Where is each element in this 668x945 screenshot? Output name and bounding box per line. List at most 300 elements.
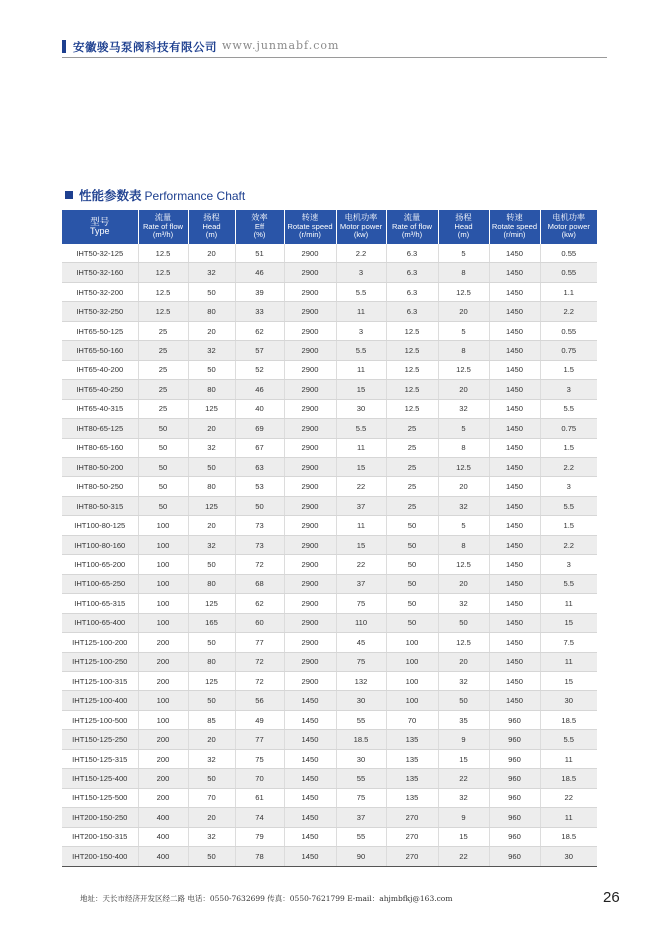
value-cell: 1450 xyxy=(489,633,540,652)
value-cell: 15 xyxy=(336,535,386,554)
value-cell: 2900 xyxy=(284,399,336,418)
value-cell: 50 xyxy=(138,477,188,496)
table-row xyxy=(62,419,597,438)
value-cell: 135 xyxy=(386,788,438,807)
value-cell: 1450 xyxy=(489,282,540,301)
value-cell: 100 xyxy=(138,535,188,554)
value-cell: 960 xyxy=(489,730,540,749)
value-cell: 2.2 xyxy=(540,302,597,321)
value-cell: 67 xyxy=(235,438,284,457)
value-cell: 68 xyxy=(235,574,284,593)
value-cell: 1450 xyxy=(489,380,540,399)
value-cell: 70 xyxy=(386,710,438,729)
column-header-unit: (r/min) xyxy=(299,230,321,240)
value-cell: 125 xyxy=(188,399,235,418)
column-header-zh: 扬程 xyxy=(455,213,472,223)
column-header xyxy=(235,210,284,244)
model-cell: IHT100-65-200 xyxy=(62,555,138,574)
table-row xyxy=(62,769,597,788)
value-cell: 2900 xyxy=(284,477,336,496)
value-cell: 32 xyxy=(188,341,235,360)
column-header-en: Rotate speed xyxy=(491,221,538,231)
value-cell: 5.5 xyxy=(540,399,597,418)
table-row xyxy=(62,438,597,457)
value-cell: 5 xyxy=(438,516,489,535)
value-cell: 45 xyxy=(336,633,386,652)
table-row xyxy=(62,457,597,476)
value-cell: 50 xyxy=(386,613,438,632)
model-cell: IHT50-32-160 xyxy=(62,263,138,282)
table-row xyxy=(62,827,597,846)
value-cell: 200 xyxy=(138,671,188,690)
value-cell: 125 xyxy=(188,671,235,690)
value-cell: 25 xyxy=(138,321,188,340)
value-cell: 77 xyxy=(235,633,284,652)
value-cell: 12.5 xyxy=(386,380,438,399)
value-cell: 2900 xyxy=(284,263,336,282)
value-cell: 49 xyxy=(235,710,284,729)
table-row xyxy=(62,516,597,535)
model-cell: IHT150-125-500 xyxy=(62,788,138,807)
column-header-zh: 转速 xyxy=(301,213,319,223)
value-cell: 200 xyxy=(138,652,188,671)
table-row xyxy=(62,788,597,807)
value-cell: 15 xyxy=(438,827,489,846)
value-cell: 100 xyxy=(138,516,188,535)
model-cell: IHT200-150-400 xyxy=(62,847,138,866)
value-cell: 1450 xyxy=(489,496,540,515)
value-cell: 135 xyxy=(386,730,438,749)
table-row xyxy=(62,555,597,574)
value-cell: 2900 xyxy=(284,652,336,671)
value-cell: 1450 xyxy=(489,691,540,710)
value-cell: 20 xyxy=(188,419,235,438)
table-row xyxy=(62,341,597,360)
value-cell: 1450 xyxy=(284,730,336,749)
table-row xyxy=(62,671,597,690)
value-cell: 61 xyxy=(235,788,284,807)
value-cell: 62 xyxy=(235,594,284,613)
value-cell: 25 xyxy=(386,496,438,515)
value-cell: 50 xyxy=(188,360,235,379)
value-cell: 20 xyxy=(438,302,489,321)
value-cell: 50 xyxy=(438,613,489,632)
value-cell: 2.2 xyxy=(540,457,597,476)
value-cell: 25 xyxy=(386,457,438,476)
value-cell: 3 xyxy=(540,555,597,574)
value-cell: 75 xyxy=(235,749,284,768)
value-cell: 3 xyxy=(336,321,386,340)
value-cell: 11 xyxy=(540,652,597,671)
value-cell: 135 xyxy=(386,749,438,768)
table-row xyxy=(62,730,597,749)
column-header-zh: 扬程 xyxy=(203,213,220,223)
value-cell: 100 xyxy=(386,691,438,710)
value-cell: 200 xyxy=(138,788,188,807)
model-cell: IHT80-50-315 xyxy=(62,496,138,515)
section-title-en: Performance Chaft xyxy=(144,189,246,203)
value-cell: 60 xyxy=(235,613,284,632)
model-cell: IHT200-150-250 xyxy=(62,808,138,827)
value-cell: 50 xyxy=(188,282,235,301)
value-cell: 69 xyxy=(235,419,284,438)
value-cell: 35 xyxy=(438,710,489,729)
value-cell: 960 xyxy=(489,788,540,807)
value-cell: 165 xyxy=(188,613,235,632)
value-cell: 12.5 xyxy=(386,399,438,418)
value-cell: 1450 xyxy=(489,535,540,554)
value-cell: 11 xyxy=(540,749,597,768)
model-cell: IHT100-80-160 xyxy=(62,535,138,554)
value-cell: 1450 xyxy=(284,691,336,710)
column-header xyxy=(540,210,597,244)
value-cell: 75 xyxy=(336,652,386,671)
value-cell: 8 xyxy=(438,263,489,282)
value-cell: 100 xyxy=(138,710,188,729)
value-cell: 50 xyxy=(138,419,188,438)
value-cell: 2900 xyxy=(284,341,336,360)
model-cell: IHT80-65-125 xyxy=(62,419,138,438)
value-cell: 0.55 xyxy=(540,263,597,282)
value-cell: 1450 xyxy=(489,594,540,613)
value-cell: 5.5 xyxy=(336,282,386,301)
value-cell: 1450 xyxy=(489,477,540,496)
value-cell: 100 xyxy=(386,671,438,690)
page-number: 26 xyxy=(603,889,620,906)
value-cell: 50 xyxy=(438,691,489,710)
value-cell: 960 xyxy=(489,749,540,768)
value-cell: 18.5 xyxy=(336,730,386,749)
value-cell: 25 xyxy=(386,477,438,496)
column-header-zh: 流量 xyxy=(154,213,172,223)
value-cell: 1.5 xyxy=(540,360,597,379)
value-cell: 135 xyxy=(386,769,438,788)
value-cell: 1450 xyxy=(489,555,540,574)
value-cell: 25 xyxy=(386,419,438,438)
value-cell: 62 xyxy=(235,321,284,340)
value-cell: 1450 xyxy=(489,321,540,340)
value-cell: 2900 xyxy=(284,438,336,457)
value-cell: 12.5 xyxy=(438,555,489,574)
value-cell: 400 xyxy=(138,847,188,866)
value-cell: 80 xyxy=(188,652,235,671)
value-cell: 32 xyxy=(188,535,235,554)
column-header-en: Eff xyxy=(254,221,265,231)
value-cell: 12.5 xyxy=(138,302,188,321)
value-cell: 50 xyxy=(138,496,188,515)
value-cell: 200 xyxy=(138,730,188,749)
value-cell: 2900 xyxy=(284,516,336,535)
value-cell: 32 xyxy=(188,438,235,457)
value-cell: 2900 xyxy=(284,321,336,340)
square-bullet-icon xyxy=(65,191,73,199)
section-title-zh: 性能参数表 xyxy=(79,189,142,203)
value-cell: 2.2 xyxy=(540,535,597,554)
value-cell: 270 xyxy=(386,827,438,846)
column-header-en: Rotate speed xyxy=(287,221,333,231)
table-row xyxy=(62,380,597,399)
column-header-zh: 效率 xyxy=(251,213,268,223)
performance-table xyxy=(62,210,597,867)
value-cell: 0.75 xyxy=(540,419,597,438)
model-cell: IHT65-40-250 xyxy=(62,380,138,399)
model-cell: IHT200-150-315 xyxy=(62,827,138,846)
value-cell: 1450 xyxy=(284,769,336,788)
value-cell: 1450 xyxy=(489,652,540,671)
value-cell: 20 xyxy=(438,652,489,671)
column-header-zh: 电机功率 xyxy=(344,213,378,223)
value-cell: 20 xyxy=(438,380,489,399)
header-divider xyxy=(62,57,607,58)
table-body xyxy=(62,244,597,866)
table-row xyxy=(62,574,597,593)
value-cell: 125 xyxy=(188,594,235,613)
value-cell: 8 xyxy=(438,341,489,360)
column-header-en: Rate of flow xyxy=(142,221,184,231)
table-row xyxy=(62,594,597,613)
value-cell: 2900 xyxy=(284,282,336,301)
column-header-en: Rate of flow xyxy=(391,221,433,231)
value-cell: 12.5 xyxy=(386,360,438,379)
value-cell: 1450 xyxy=(489,457,540,476)
value-cell: 1450 xyxy=(489,671,540,690)
value-cell: 960 xyxy=(489,710,540,729)
performance-table-container xyxy=(62,210,597,867)
value-cell: 50 xyxy=(386,594,438,613)
column-header xyxy=(336,210,386,244)
table-row xyxy=(62,847,597,866)
value-cell: 1450 xyxy=(284,827,336,846)
column-header-en: Head xyxy=(202,221,221,231)
value-cell: 100 xyxy=(386,652,438,671)
value-cell: 960 xyxy=(489,808,540,827)
table-row xyxy=(62,633,597,652)
value-cell: 25 xyxy=(138,360,188,379)
value-cell: 11 xyxy=(540,594,597,613)
value-cell: 3 xyxy=(540,477,597,496)
value-cell: 40 xyxy=(235,399,284,418)
value-cell: 2900 xyxy=(284,419,336,438)
value-cell: 2900 xyxy=(284,302,336,321)
value-cell: 70 xyxy=(235,769,284,788)
value-cell: 3 xyxy=(540,380,597,399)
value-cell: 2900 xyxy=(284,555,336,574)
value-cell: 12.5 xyxy=(438,360,489,379)
value-cell: 100 xyxy=(138,574,188,593)
value-cell: 5.5 xyxy=(336,341,386,360)
value-cell: 22 xyxy=(540,788,597,807)
value-cell: 100 xyxy=(386,633,438,652)
value-cell: 12.5 xyxy=(138,244,188,263)
value-cell: 50 xyxy=(188,457,235,476)
value-cell: 2900 xyxy=(284,613,336,632)
table-row xyxy=(62,613,597,632)
column-header-zh: 型号 xyxy=(90,216,110,228)
table-row xyxy=(62,749,597,768)
model-cell: IHT150-125-315 xyxy=(62,749,138,768)
model-cell: IHT50-32-200 xyxy=(62,282,138,301)
table-row xyxy=(62,535,597,554)
value-cell: 79 xyxy=(235,827,284,846)
value-cell: 18.5 xyxy=(540,710,597,729)
value-cell: 200 xyxy=(138,633,188,652)
column-header-zh: 流量 xyxy=(403,213,421,223)
value-cell: 1450 xyxy=(489,244,540,263)
value-cell: 125 xyxy=(188,496,235,515)
column-header-unit: (%) xyxy=(253,230,266,240)
value-cell: 1450 xyxy=(489,263,540,282)
column-header xyxy=(284,210,336,244)
model-cell: IHT125-100-500 xyxy=(62,710,138,729)
value-cell: 2900 xyxy=(284,671,336,690)
value-cell: 6.3 xyxy=(386,263,438,282)
value-cell: 6.3 xyxy=(386,302,438,321)
table-row xyxy=(62,710,597,729)
table-row xyxy=(62,321,597,340)
value-cell: 132 xyxy=(336,671,386,690)
value-cell: 32 xyxy=(188,827,235,846)
value-cell: 960 xyxy=(489,769,540,788)
model-cell: IHT125-100-315 xyxy=(62,671,138,690)
value-cell: 2900 xyxy=(284,360,336,379)
column-header-en: Type xyxy=(89,226,110,236)
value-cell: 11 xyxy=(336,438,386,457)
value-cell: 12.5 xyxy=(438,457,489,476)
value-cell: 1450 xyxy=(284,847,336,866)
value-cell: 1450 xyxy=(489,516,540,535)
model-cell: IHT100-80-125 xyxy=(62,516,138,535)
table-row xyxy=(62,477,597,496)
model-cell: IHT65-40-315 xyxy=(62,399,138,418)
value-cell: 12.5 xyxy=(386,321,438,340)
column-header-en: Motor power xyxy=(547,221,590,231)
value-cell: 1450 xyxy=(489,341,540,360)
model-cell: IHT125-100-200 xyxy=(62,633,138,652)
value-cell: 1450 xyxy=(284,710,336,729)
value-cell: 8 xyxy=(438,438,489,457)
value-cell: 20 xyxy=(188,244,235,263)
value-cell: 32 xyxy=(438,671,489,690)
value-cell: 25 xyxy=(138,399,188,418)
value-cell: 63 xyxy=(235,457,284,476)
value-cell: 15 xyxy=(336,380,386,399)
model-cell: IHT65-40-200 xyxy=(62,360,138,379)
value-cell: 400 xyxy=(138,808,188,827)
table-header-row xyxy=(62,210,597,244)
value-cell: 22 xyxy=(336,555,386,574)
value-cell: 1450 xyxy=(284,749,336,768)
value-cell: 50 xyxy=(138,438,188,457)
value-cell: 5.5 xyxy=(540,730,597,749)
page-header xyxy=(62,38,607,60)
column-header-en: Head xyxy=(454,221,473,231)
value-cell: 39 xyxy=(235,282,284,301)
value-cell: 100 xyxy=(138,555,188,574)
model-cell: IHT65-50-125 xyxy=(62,321,138,340)
value-cell: 15 xyxy=(336,457,386,476)
value-cell: 50 xyxy=(188,847,235,866)
column-header-unit: (m) xyxy=(457,230,470,240)
value-cell: 5.5 xyxy=(336,419,386,438)
value-cell: 1450 xyxy=(489,574,540,593)
column-header xyxy=(62,210,138,244)
value-cell: 50 xyxy=(188,769,235,788)
value-cell: 32 xyxy=(438,788,489,807)
value-cell: 5.5 xyxy=(540,496,597,515)
value-cell: 12.5 xyxy=(438,282,489,301)
value-cell: 12.5 xyxy=(138,263,188,282)
model-cell: IHT125-100-400 xyxy=(62,691,138,710)
value-cell: 5.5 xyxy=(540,574,597,593)
value-cell: 20 xyxy=(438,477,489,496)
value-cell: 46 xyxy=(235,380,284,399)
model-cell: IHT80-65-160 xyxy=(62,438,138,457)
model-cell: IHT50-32-125 xyxy=(62,244,138,263)
table-row xyxy=(62,302,597,321)
footer-address: 地址：天长市经济开发区经二路 电话：0550-7632699 传真：0550-7621799 E-mail：ahjmbfkj@163.com xyxy=(80,894,453,903)
column-header-unit: (m³/h) xyxy=(401,230,423,240)
value-cell: 32 xyxy=(438,496,489,515)
value-cell: 50 xyxy=(386,555,438,574)
value-cell: 100 xyxy=(138,613,188,632)
table-row xyxy=(62,360,597,379)
value-cell: 30 xyxy=(336,691,386,710)
value-cell: 270 xyxy=(386,847,438,866)
value-cell: 1450 xyxy=(489,360,540,379)
value-cell: 55 xyxy=(336,710,386,729)
value-cell: 25 xyxy=(138,380,188,399)
model-cell: IHT100-65-250 xyxy=(62,574,138,593)
value-cell: 50 xyxy=(188,691,235,710)
value-cell: 25 xyxy=(138,341,188,360)
value-cell: 2900 xyxy=(284,594,336,613)
value-cell: 9 xyxy=(438,808,489,827)
column-header-zh: 电机功率 xyxy=(552,213,586,223)
value-cell: 200 xyxy=(138,769,188,788)
value-cell: 30 xyxy=(540,691,597,710)
value-cell: 57 xyxy=(235,341,284,360)
value-cell: 18.5 xyxy=(540,769,597,788)
value-cell: 6.3 xyxy=(386,244,438,263)
table-row xyxy=(62,652,597,671)
value-cell: 5 xyxy=(438,321,489,340)
value-cell: 270 xyxy=(386,808,438,827)
value-cell: 2.2 xyxy=(336,244,386,263)
column-header xyxy=(138,210,188,244)
value-cell: 55 xyxy=(336,827,386,846)
value-cell: 51 xyxy=(235,244,284,263)
value-cell: 30 xyxy=(336,399,386,418)
value-cell: 56 xyxy=(235,691,284,710)
value-cell: 960 xyxy=(489,847,540,866)
value-cell: 22 xyxy=(438,847,489,866)
company-website: www.junmabf.com xyxy=(222,39,340,52)
value-cell: 20 xyxy=(438,574,489,593)
value-cell: 200 xyxy=(138,749,188,768)
value-cell: 15 xyxy=(540,671,597,690)
column-header-unit: (m³/h) xyxy=(152,230,174,240)
value-cell: 37 xyxy=(336,574,386,593)
value-cell: 55 xyxy=(336,769,386,788)
model-cell: IHT50-32-250 xyxy=(62,302,138,321)
value-cell: 7.5 xyxy=(540,633,597,652)
value-cell: 5 xyxy=(438,244,489,263)
column-header-unit: (kw) xyxy=(353,230,369,240)
value-cell: 32 xyxy=(438,594,489,613)
value-cell: 1450 xyxy=(489,399,540,418)
table-row xyxy=(62,691,597,710)
column-header xyxy=(489,210,540,244)
